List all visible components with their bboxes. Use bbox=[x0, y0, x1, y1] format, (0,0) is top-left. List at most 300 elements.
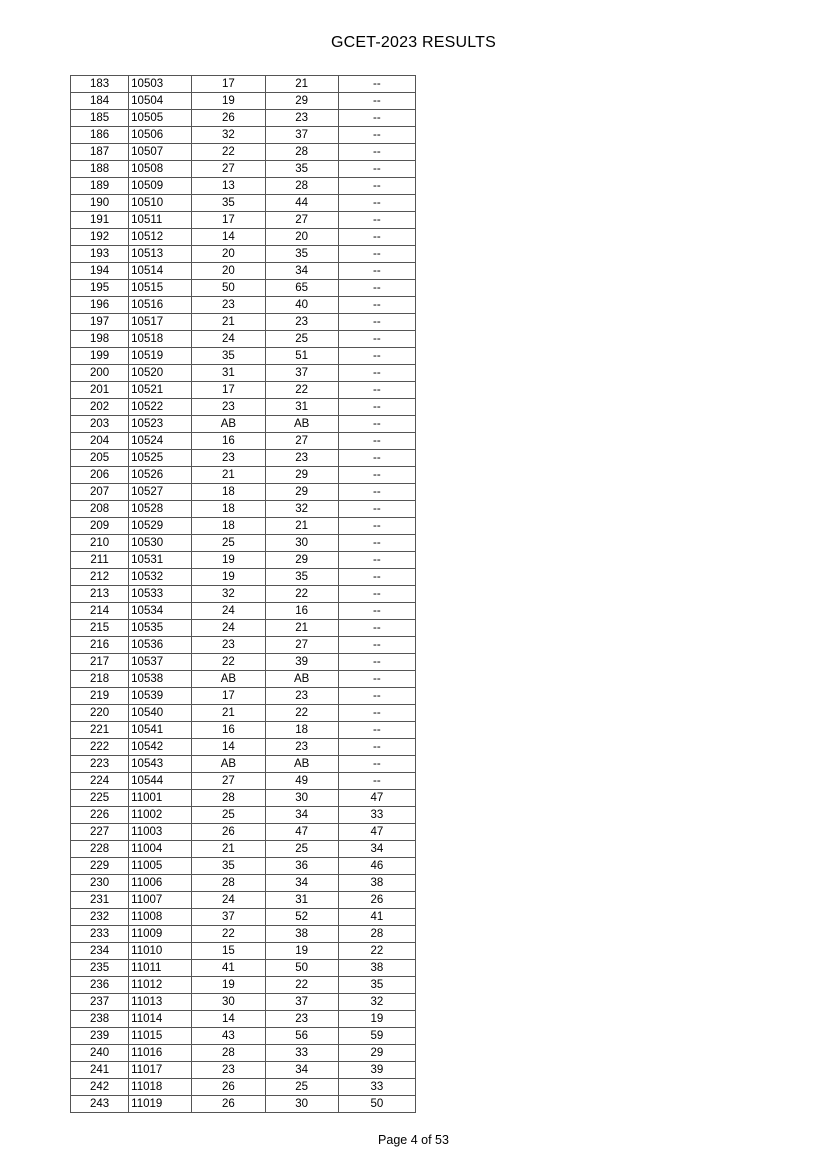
table-row bbox=[71, 484, 416, 501]
score-cell-2: 51 bbox=[265, 348, 338, 365]
score-cell-3: -- bbox=[338, 518, 415, 535]
serial-number-cell: 216 bbox=[71, 637, 129, 654]
serial-number-cell: 220 bbox=[71, 705, 129, 722]
score-cell-3: -- bbox=[338, 535, 415, 552]
score-cell-2: 47 bbox=[265, 824, 338, 841]
score-cell-1: 21 bbox=[192, 314, 265, 331]
serial-number-cell: 198 bbox=[71, 331, 129, 348]
serial-number-cell: 242 bbox=[71, 1079, 129, 1096]
score-cell-1: 15 bbox=[192, 943, 265, 960]
score-cell-2: 23 bbox=[265, 1011, 338, 1028]
table-row bbox=[71, 348, 416, 365]
score-cell-1: 32 bbox=[192, 586, 265, 603]
score-cell-2: 19 bbox=[265, 943, 338, 960]
score-cell-1: 26 bbox=[192, 1079, 265, 1096]
registration-number-cell: 10530 bbox=[129, 535, 192, 552]
table-row bbox=[71, 127, 416, 144]
score-cell-2: 22 bbox=[265, 977, 338, 994]
serial-number-cell: 236 bbox=[71, 977, 129, 994]
score-cell-1: 14 bbox=[192, 229, 265, 246]
score-cell-3: -- bbox=[338, 416, 415, 433]
score-cell-3: -- bbox=[338, 773, 415, 790]
serial-number-cell: 204 bbox=[71, 433, 129, 450]
score-cell-3: -- bbox=[338, 263, 415, 280]
score-cell-1: 28 bbox=[192, 1045, 265, 1062]
serial-number-cell: 189 bbox=[71, 178, 129, 195]
score-cell-2: 21 bbox=[265, 76, 338, 93]
score-cell-2: 35 bbox=[265, 161, 338, 178]
registration-number-cell: 10515 bbox=[129, 280, 192, 297]
table-row bbox=[71, 365, 416, 382]
serial-number-cell: 215 bbox=[71, 620, 129, 637]
score-cell-3: -- bbox=[338, 705, 415, 722]
score-cell-1: 50 bbox=[192, 280, 265, 297]
score-cell-2: 37 bbox=[265, 994, 338, 1011]
score-cell-2: 21 bbox=[265, 518, 338, 535]
score-cell-2: 52 bbox=[265, 909, 338, 926]
registration-number-cell: 10512 bbox=[129, 229, 192, 246]
score-cell-2: 39 bbox=[265, 654, 338, 671]
score-cell-3: -- bbox=[338, 484, 415, 501]
score-cell-2: 23 bbox=[265, 314, 338, 331]
score-cell-1: 16 bbox=[192, 722, 265, 739]
table-row bbox=[71, 433, 416, 450]
registration-number-cell: 10538 bbox=[129, 671, 192, 688]
score-cell-2: 23 bbox=[265, 739, 338, 756]
table-row bbox=[71, 722, 416, 739]
score-cell-1: 20 bbox=[192, 246, 265, 263]
table-row bbox=[71, 620, 416, 637]
score-cell-1: 17 bbox=[192, 382, 265, 399]
score-cell-3: -- bbox=[338, 552, 415, 569]
score-cell-1: 32 bbox=[192, 127, 265, 144]
serial-number-cell: 187 bbox=[71, 144, 129, 161]
registration-number-cell: 10505 bbox=[129, 110, 192, 127]
score-cell-2: AB bbox=[265, 671, 338, 688]
registration-number-cell: 10519 bbox=[129, 348, 192, 365]
score-cell-2: 30 bbox=[265, 535, 338, 552]
score-cell-2: 27 bbox=[265, 212, 338, 229]
registration-number-cell: 10511 bbox=[129, 212, 192, 229]
score-cell-1: 27 bbox=[192, 773, 265, 790]
score-cell-3: -- bbox=[338, 637, 415, 654]
score-cell-2: 30 bbox=[265, 790, 338, 807]
table-row bbox=[71, 977, 416, 994]
serial-number-cell: 194 bbox=[71, 263, 129, 280]
registration-number-cell: 10517 bbox=[129, 314, 192, 331]
score-cell-3: 29 bbox=[338, 1045, 415, 1062]
score-cell-1: 24 bbox=[192, 892, 265, 909]
registration-number-cell: 10528 bbox=[129, 501, 192, 518]
score-cell-3: 26 bbox=[338, 892, 415, 909]
table-row bbox=[71, 1011, 416, 1028]
score-cell-1: 26 bbox=[192, 1096, 265, 1113]
score-cell-2: 23 bbox=[265, 110, 338, 127]
table-row bbox=[71, 705, 416, 722]
table-row bbox=[71, 450, 416, 467]
score-cell-2: 25 bbox=[265, 331, 338, 348]
registration-number-cell: 10536 bbox=[129, 637, 192, 654]
serial-number-cell: 230 bbox=[71, 875, 129, 892]
registration-number-cell: 10518 bbox=[129, 331, 192, 348]
serial-number-cell: 228 bbox=[71, 841, 129, 858]
score-cell-3: 38 bbox=[338, 960, 415, 977]
registration-number-cell: 10537 bbox=[129, 654, 192, 671]
serial-number-cell: 239 bbox=[71, 1028, 129, 1045]
score-cell-1: 26 bbox=[192, 110, 265, 127]
score-cell-2: 25 bbox=[265, 1079, 338, 1096]
score-cell-1: 43 bbox=[192, 1028, 265, 1045]
serial-number-cell: 223 bbox=[71, 756, 129, 773]
registration-number-cell: 10544 bbox=[129, 773, 192, 790]
registration-number-cell: 10504 bbox=[129, 93, 192, 110]
score-cell-2: 33 bbox=[265, 1045, 338, 1062]
serial-number-cell: 241 bbox=[71, 1062, 129, 1079]
score-cell-2: 34 bbox=[265, 807, 338, 824]
table-row bbox=[71, 331, 416, 348]
registration-number-cell: 10524 bbox=[129, 433, 192, 450]
score-cell-3: -- bbox=[338, 229, 415, 246]
score-cell-2: AB bbox=[265, 416, 338, 433]
score-cell-2: 28 bbox=[265, 178, 338, 195]
serial-number-cell: 240 bbox=[71, 1045, 129, 1062]
serial-number-cell: 217 bbox=[71, 654, 129, 671]
registration-number-cell: 10539 bbox=[129, 688, 192, 705]
registration-number-cell: 10535 bbox=[129, 620, 192, 637]
serial-number-cell: 210 bbox=[71, 535, 129, 552]
score-cell-3: 47 bbox=[338, 824, 415, 841]
registration-number-cell: 10510 bbox=[129, 195, 192, 212]
serial-number-cell: 229 bbox=[71, 858, 129, 875]
registration-number-cell: 10509 bbox=[129, 178, 192, 195]
serial-number-cell: 233 bbox=[71, 926, 129, 943]
table-row bbox=[71, 161, 416, 178]
score-cell-1: 41 bbox=[192, 960, 265, 977]
table-row bbox=[71, 93, 416, 110]
registration-number-cell: 10542 bbox=[129, 739, 192, 756]
serial-number-cell: 183 bbox=[71, 76, 129, 93]
score-cell-3: 46 bbox=[338, 858, 415, 875]
registration-number-cell: 11010 bbox=[129, 943, 192, 960]
score-cell-3: 38 bbox=[338, 875, 415, 892]
registration-number-cell: 11015 bbox=[129, 1028, 192, 1045]
score-cell-3: -- bbox=[338, 280, 415, 297]
score-cell-2: 29 bbox=[265, 467, 338, 484]
table-row bbox=[71, 875, 416, 892]
table-row bbox=[71, 756, 416, 773]
table-row bbox=[71, 569, 416, 586]
serial-number-cell: 191 bbox=[71, 212, 129, 229]
registration-number-cell: 10533 bbox=[129, 586, 192, 603]
table-row bbox=[71, 773, 416, 790]
score-cell-2: 36 bbox=[265, 858, 338, 875]
score-cell-3: -- bbox=[338, 399, 415, 416]
registration-number-cell: 10520 bbox=[129, 365, 192, 382]
serial-number-cell: 209 bbox=[71, 518, 129, 535]
score-cell-3: -- bbox=[338, 93, 415, 110]
registration-number-cell: 11016 bbox=[129, 1045, 192, 1062]
serial-number-cell: 188 bbox=[71, 161, 129, 178]
score-cell-1: 26 bbox=[192, 824, 265, 841]
score-cell-2: 21 bbox=[265, 620, 338, 637]
table-row bbox=[71, 416, 416, 433]
score-cell-2: 35 bbox=[265, 569, 338, 586]
score-cell-3: 22 bbox=[338, 943, 415, 960]
registration-number-cell: 10503 bbox=[129, 76, 192, 93]
score-cell-2: 37 bbox=[265, 127, 338, 144]
score-cell-3: -- bbox=[338, 178, 415, 195]
registration-number-cell: 11003 bbox=[129, 824, 192, 841]
score-cell-1: 37 bbox=[192, 909, 265, 926]
registration-number-cell: 10543 bbox=[129, 756, 192, 773]
score-cell-1: 16 bbox=[192, 433, 265, 450]
score-cell-1: 20 bbox=[192, 263, 265, 280]
score-cell-3: -- bbox=[338, 671, 415, 688]
registration-number-cell: 10523 bbox=[129, 416, 192, 433]
score-cell-1: 13 bbox=[192, 178, 265, 195]
score-cell-3: 33 bbox=[338, 807, 415, 824]
table-row bbox=[71, 688, 416, 705]
registration-number-cell: 10507 bbox=[129, 144, 192, 161]
registration-number-cell: 10527 bbox=[129, 484, 192, 501]
score-cell-1: 28 bbox=[192, 875, 265, 892]
score-cell-3: -- bbox=[338, 110, 415, 127]
table-row bbox=[71, 807, 416, 824]
score-cell-3: -- bbox=[338, 433, 415, 450]
score-cell-2: 31 bbox=[265, 399, 338, 416]
table-row bbox=[71, 858, 416, 875]
registration-number-cell: 10506 bbox=[129, 127, 192, 144]
score-cell-3: -- bbox=[338, 76, 415, 93]
serial-number-cell: 226 bbox=[71, 807, 129, 824]
table-row bbox=[71, 790, 416, 807]
score-cell-3: 35 bbox=[338, 977, 415, 994]
score-cell-1: 19 bbox=[192, 977, 265, 994]
score-cell-1: 23 bbox=[192, 297, 265, 314]
serial-number-cell: 190 bbox=[71, 195, 129, 212]
score-cell-2: 50 bbox=[265, 960, 338, 977]
serial-number-cell: 224 bbox=[71, 773, 129, 790]
table-row bbox=[71, 654, 416, 671]
table-row bbox=[71, 1062, 416, 1079]
registration-number-cell: 11005 bbox=[129, 858, 192, 875]
score-cell-1: 35 bbox=[192, 195, 265, 212]
score-cell-2: 38 bbox=[265, 926, 338, 943]
registration-number-cell: 10508 bbox=[129, 161, 192, 178]
score-cell-3: -- bbox=[338, 365, 415, 382]
table-row bbox=[71, 501, 416, 518]
score-cell-1: 18 bbox=[192, 501, 265, 518]
results-table bbox=[70, 75, 416, 1113]
score-cell-2: 37 bbox=[265, 365, 338, 382]
serial-number-cell: 206 bbox=[71, 467, 129, 484]
table-row bbox=[71, 1028, 416, 1045]
table-row bbox=[71, 824, 416, 841]
score-cell-2: 34 bbox=[265, 1062, 338, 1079]
score-cell-1: 21 bbox=[192, 467, 265, 484]
serial-number-cell: 207 bbox=[71, 484, 129, 501]
score-cell-3: 50 bbox=[338, 1096, 415, 1113]
registration-number-cell: 10540 bbox=[129, 705, 192, 722]
score-cell-1: 19 bbox=[192, 552, 265, 569]
score-cell-2: 22 bbox=[265, 705, 338, 722]
score-cell-3: -- bbox=[338, 450, 415, 467]
score-cell-1: 21 bbox=[192, 705, 265, 722]
page-number: Page 4 of 53 bbox=[378, 1133, 449, 1147]
score-cell-1: 23 bbox=[192, 450, 265, 467]
serial-number-cell: 186 bbox=[71, 127, 129, 144]
serial-number-cell: 196 bbox=[71, 297, 129, 314]
score-cell-1: 18 bbox=[192, 484, 265, 501]
score-cell-2: 25 bbox=[265, 841, 338, 858]
score-cell-2: 40 bbox=[265, 297, 338, 314]
table-row bbox=[71, 110, 416, 127]
score-cell-1: AB bbox=[192, 416, 265, 433]
registration-number-cell: 11001 bbox=[129, 790, 192, 807]
score-cell-1: 21 bbox=[192, 841, 265, 858]
table-row bbox=[71, 926, 416, 943]
score-cell-3: -- bbox=[338, 569, 415, 586]
serial-number-cell: 197 bbox=[71, 314, 129, 331]
registration-number-cell: 10513 bbox=[129, 246, 192, 263]
score-cell-2: 16 bbox=[265, 603, 338, 620]
score-cell-1: 17 bbox=[192, 688, 265, 705]
score-cell-3: 34 bbox=[338, 841, 415, 858]
score-cell-3: -- bbox=[338, 195, 415, 212]
score-cell-3: 59 bbox=[338, 1028, 415, 1045]
results-table-body bbox=[71, 76, 416, 1113]
score-cell-2: 20 bbox=[265, 229, 338, 246]
score-cell-1: 23 bbox=[192, 1062, 265, 1079]
registration-number-cell: 11009 bbox=[129, 926, 192, 943]
table-row bbox=[71, 314, 416, 331]
table-row bbox=[71, 1045, 416, 1062]
score-cell-3: -- bbox=[338, 314, 415, 331]
serial-number-cell: 219 bbox=[71, 688, 129, 705]
score-cell-2: 23 bbox=[265, 450, 338, 467]
table-row bbox=[71, 229, 416, 246]
score-cell-2: 29 bbox=[265, 484, 338, 501]
score-cell-1: 14 bbox=[192, 739, 265, 756]
registration-number-cell: 11011 bbox=[129, 960, 192, 977]
score-cell-3: -- bbox=[338, 246, 415, 263]
serial-number-cell: 238 bbox=[71, 1011, 129, 1028]
score-cell-3: 32 bbox=[338, 994, 415, 1011]
registration-number-cell: 10516 bbox=[129, 297, 192, 314]
serial-number-cell: 243 bbox=[71, 1096, 129, 1113]
score-cell-2: 22 bbox=[265, 586, 338, 603]
registration-number-cell: 11014 bbox=[129, 1011, 192, 1028]
serial-number-cell: 203 bbox=[71, 416, 129, 433]
score-cell-2: 27 bbox=[265, 637, 338, 654]
table-row bbox=[71, 637, 416, 654]
serial-number-cell: 232 bbox=[71, 909, 129, 926]
score-cell-2: 30 bbox=[265, 1096, 338, 1113]
table-row bbox=[71, 297, 416, 314]
score-cell-1: AB bbox=[192, 671, 265, 688]
table-row bbox=[71, 960, 416, 977]
table-row bbox=[71, 892, 416, 909]
registration-number-cell: 11019 bbox=[129, 1096, 192, 1113]
table-row bbox=[71, 535, 416, 552]
serial-number-cell: 184 bbox=[71, 93, 129, 110]
serial-number-cell: 193 bbox=[71, 246, 129, 263]
serial-number-cell: 185 bbox=[71, 110, 129, 127]
registration-number-cell: 11006 bbox=[129, 875, 192, 892]
score-cell-3: -- bbox=[338, 586, 415, 603]
registration-number-cell: 10514 bbox=[129, 263, 192, 280]
registration-number-cell: 11018 bbox=[129, 1079, 192, 1096]
serial-number-cell: 211 bbox=[71, 552, 129, 569]
serial-number-cell: 208 bbox=[71, 501, 129, 518]
score-cell-2: 31 bbox=[265, 892, 338, 909]
registration-number-cell: 11013 bbox=[129, 994, 192, 1011]
score-cell-2: 56 bbox=[265, 1028, 338, 1045]
registration-number-cell: 11007 bbox=[129, 892, 192, 909]
registration-number-cell: 11008 bbox=[129, 909, 192, 926]
score-cell-2: 29 bbox=[265, 93, 338, 110]
table-row bbox=[71, 280, 416, 297]
score-cell-1: 17 bbox=[192, 76, 265, 93]
score-cell-3: -- bbox=[338, 756, 415, 773]
score-cell-3: -- bbox=[338, 467, 415, 484]
score-cell-2: 18 bbox=[265, 722, 338, 739]
score-cell-2: 29 bbox=[265, 552, 338, 569]
table-row bbox=[71, 671, 416, 688]
score-cell-1: 19 bbox=[192, 569, 265, 586]
serial-number-cell: 195 bbox=[71, 280, 129, 297]
score-cell-3: 41 bbox=[338, 909, 415, 926]
table-row bbox=[71, 586, 416, 603]
score-cell-1: 31 bbox=[192, 365, 265, 382]
score-cell-1: 27 bbox=[192, 161, 265, 178]
score-cell-2: 65 bbox=[265, 280, 338, 297]
table-row bbox=[71, 739, 416, 756]
registration-number-cell: 11004 bbox=[129, 841, 192, 858]
serial-number-cell: 218 bbox=[71, 671, 129, 688]
table-row bbox=[71, 212, 416, 229]
registration-number-cell: 10525 bbox=[129, 450, 192, 467]
score-cell-3: 19 bbox=[338, 1011, 415, 1028]
score-cell-1: 24 bbox=[192, 620, 265, 637]
score-cell-1: 18 bbox=[192, 518, 265, 535]
score-cell-2: 44 bbox=[265, 195, 338, 212]
score-cell-2: 35 bbox=[265, 246, 338, 263]
table-row bbox=[71, 195, 416, 212]
serial-number-cell: 212 bbox=[71, 569, 129, 586]
table-row bbox=[71, 178, 416, 195]
serial-number-cell: 199 bbox=[71, 348, 129, 365]
serial-number-cell: 200 bbox=[71, 365, 129, 382]
score-cell-1: 19 bbox=[192, 93, 265, 110]
table-row bbox=[71, 909, 416, 926]
table-row bbox=[71, 841, 416, 858]
score-cell-1: 22 bbox=[192, 926, 265, 943]
table-row bbox=[71, 518, 416, 535]
score-cell-3: -- bbox=[338, 127, 415, 144]
score-cell-3: 33 bbox=[338, 1079, 415, 1096]
table-row bbox=[71, 76, 416, 93]
score-cell-1: 25 bbox=[192, 807, 265, 824]
score-cell-3: -- bbox=[338, 212, 415, 229]
score-cell-1: 22 bbox=[192, 654, 265, 671]
score-cell-3: -- bbox=[338, 739, 415, 756]
serial-number-cell: 221 bbox=[71, 722, 129, 739]
table-row bbox=[71, 263, 416, 280]
score-cell-3: -- bbox=[338, 297, 415, 314]
score-cell-1: 23 bbox=[192, 637, 265, 654]
score-cell-2: 27 bbox=[265, 433, 338, 450]
